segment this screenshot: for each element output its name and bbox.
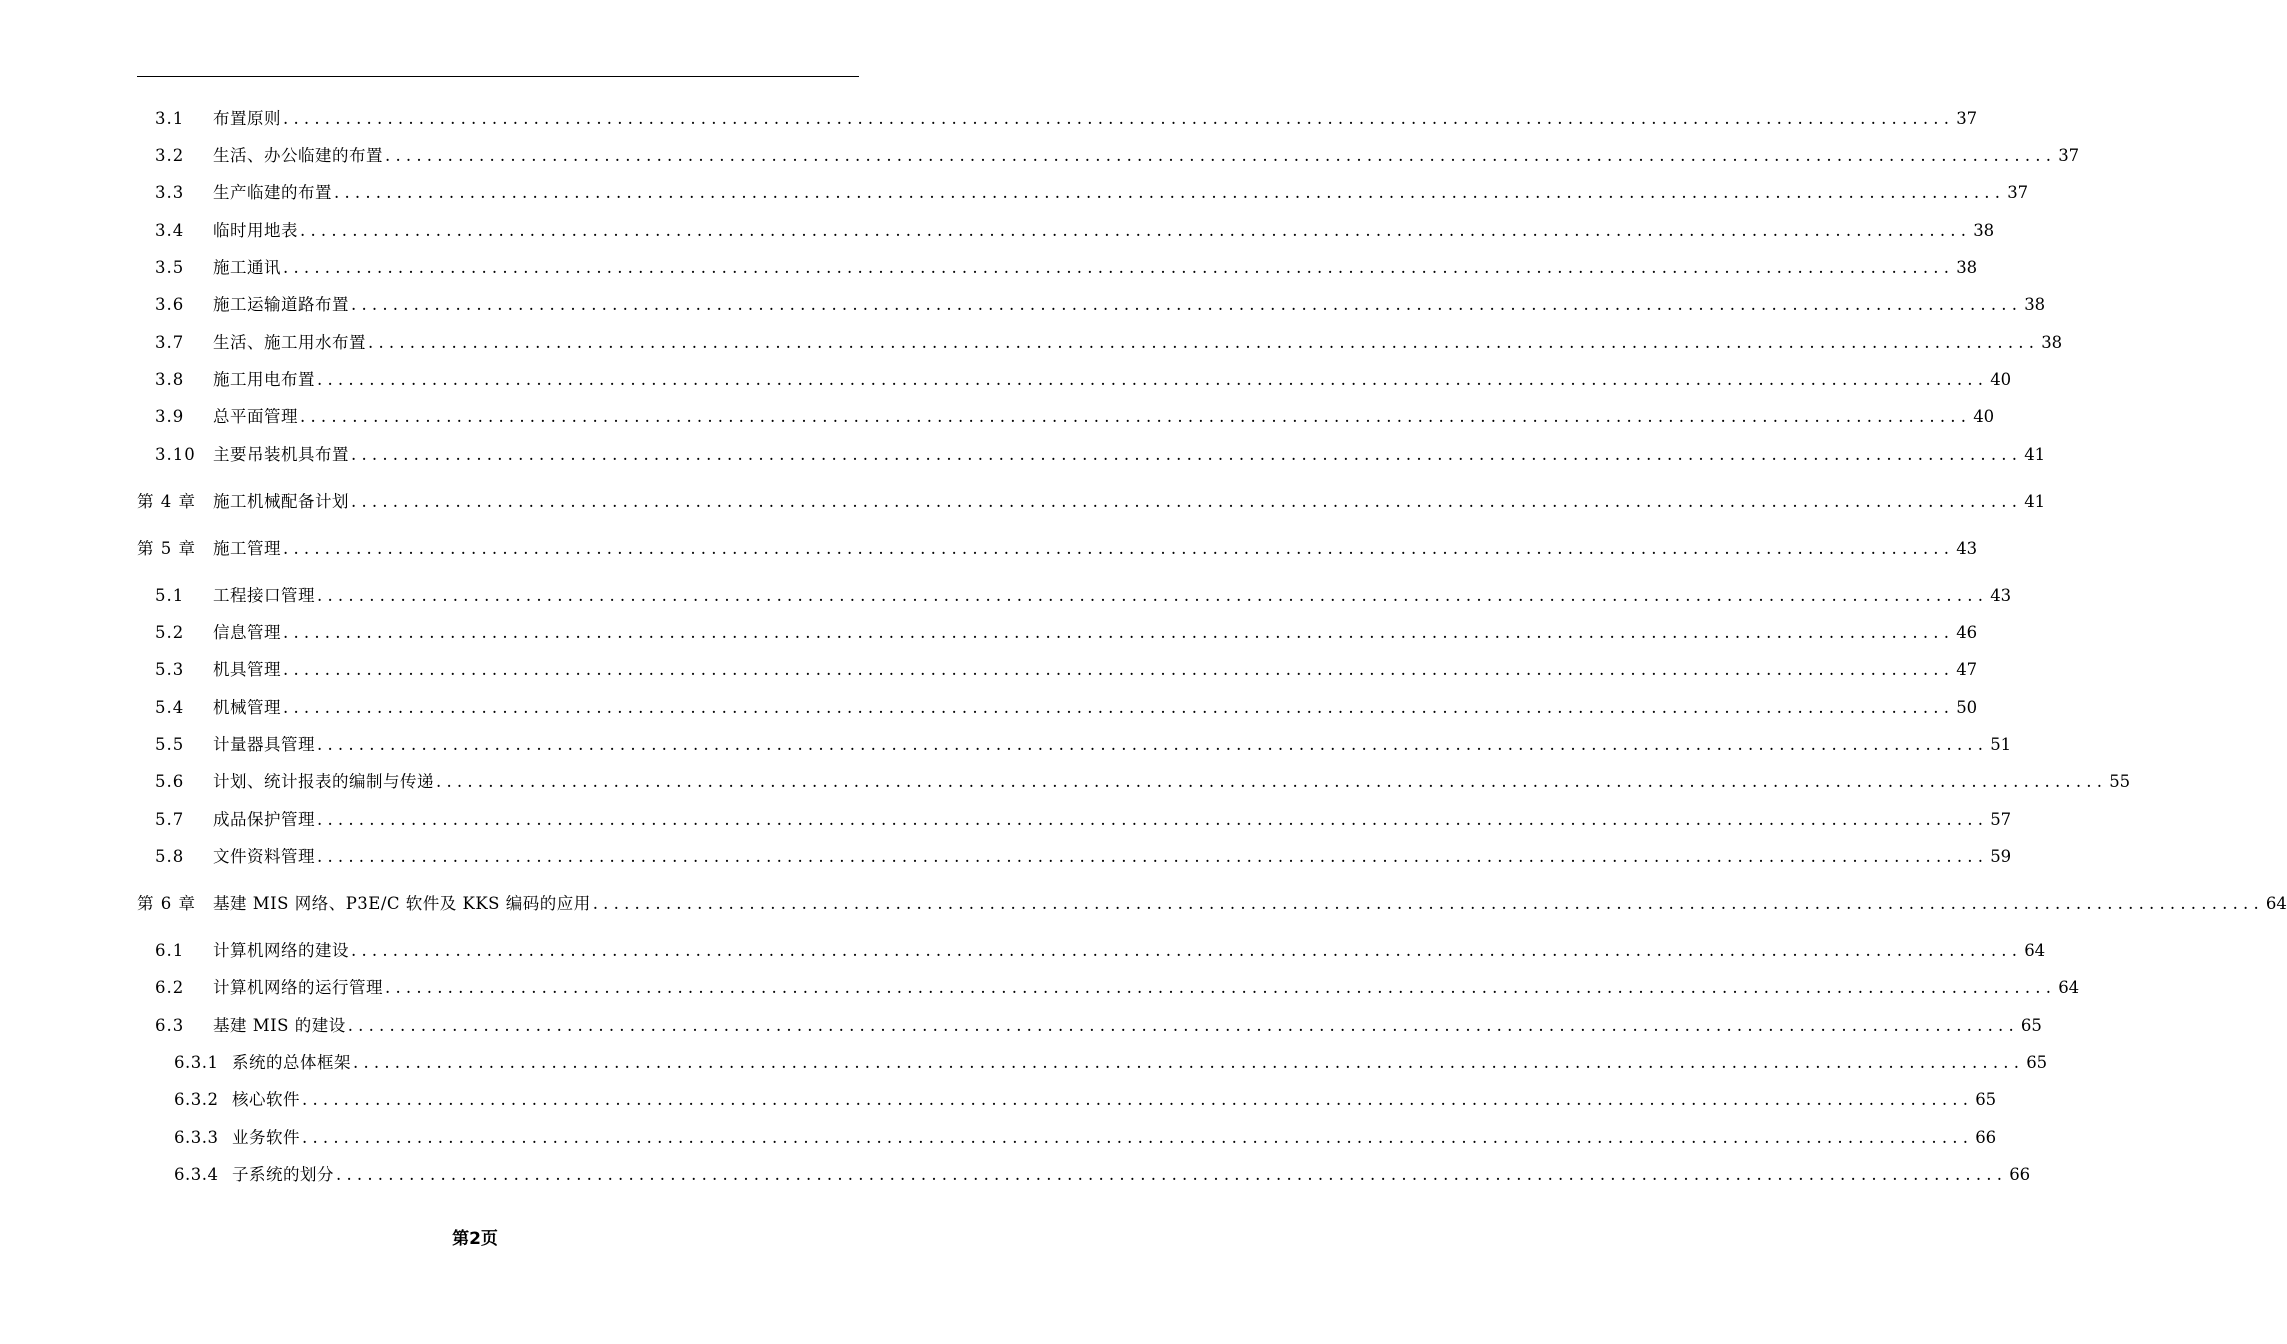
toc-entry[interactable] — [155, 696, 1978, 720]
toc-entry-page: 57 — [1990, 810, 2012, 829]
toc-entry-page: 55 — [2109, 772, 2131, 791]
toc-entry[interactable] — [137, 537, 1978, 561]
toc-entry-number: 5.8 — [155, 847, 185, 866]
toc-entry-title: 信息管理 — [213, 623, 281, 642]
dot-leader: ................................................................................................................................................................ — [283, 698, 1955, 717]
toc-entry-title: 基建 MIS 网络、P3E/C 软件及 KKS 编码的应用 — [213, 894, 591, 913]
toc-entry-number: 6.3 — [155, 1016, 185, 1035]
toc-entry-number: 5.4 — [155, 698, 185, 717]
dot-leader: ................................................................................................................................................................ — [283, 109, 1955, 128]
toc-entry[interactable] — [137, 490, 2046, 514]
toc-entry-number: 5.3 — [155, 660, 185, 679]
toc-entry-number: 3.6 — [155, 295, 185, 314]
toc-entry[interactable] — [155, 845, 2012, 869]
toc-entry-title: 机具管理 — [213, 660, 281, 679]
toc-entry[interactable] — [155, 621, 1978, 645]
toc-entry[interactable] — [174, 1163, 2031, 1187]
toc-entry-title: 总平面管理 — [213, 407, 298, 426]
toc-entry-title: 基建 MIS 的建设 — [213, 1016, 346, 1035]
dot-leader: ................................................................................................................................................................ — [283, 539, 1955, 558]
toc-entry-page: 65 — [2020, 1016, 2042, 1035]
toc-entry-page: 40 — [1973, 407, 1995, 426]
toc-entry[interactable] — [155, 733, 2012, 757]
toc-entry-title: 施工机械配备计划 — [213, 492, 349, 511]
toc-entry[interactable] — [155, 1014, 2042, 1038]
toc-entry-page: 43 — [1956, 539, 1978, 558]
toc-entry-number: 6.2 — [155, 978, 185, 997]
dot-leader: ................................................................................................................................................................ — [351, 492, 2023, 511]
dot-leader: ................................................................................................................................................................ — [317, 847, 1989, 866]
toc-entry-title: 施工管理 — [213, 539, 281, 558]
toc-entry-page: 64 — [2024, 941, 2046, 960]
toc-entry[interactable] — [155, 808, 2012, 832]
toc-entry-title: 业务软件 — [232, 1128, 300, 1147]
toc-entry[interactable] — [155, 658, 1978, 682]
dot-leader: ................................................................................................................................................................ — [302, 1128, 1974, 1147]
toc-entry[interactable] — [155, 976, 2080, 1000]
toc-entry-page: 38 — [2041, 333, 2063, 352]
toc-entry-title: 临时用地表 — [213, 221, 298, 240]
toc-entry-title: 成品保护管理 — [213, 810, 315, 829]
toc-entry-title: 计量器具管理 — [213, 735, 315, 754]
toc-entry-title: 系统的总体框架 — [232, 1053, 351, 1072]
dot-leader: ................................................................................................................................................................ — [336, 1165, 2008, 1184]
toc-entry-title: 计划、统计报表的编制与传递 — [213, 772, 434, 791]
toc-entry-title: 核心软件 — [232, 1090, 300, 1109]
toc-entry-page: 37 — [2007, 183, 2029, 202]
toc-entry-title: 布置原则 — [213, 109, 281, 128]
dot-leader: ................................................................................................................................................................ — [334, 183, 2006, 202]
toc-entry-page: 41 — [2024, 492, 2046, 511]
toc-entry-page: 41 — [2024, 445, 2046, 464]
toc-entry-title: 主要吊装机具布置 — [213, 445, 349, 464]
toc-entry[interactable] — [155, 181, 2029, 205]
toc-entry[interactable] — [174, 1088, 1997, 1112]
dot-leader: ................................................................................................................................................................ — [353, 1053, 2025, 1072]
toc-entry[interactable] — [155, 443, 2046, 467]
toc-entry-title: 生产临建的布置 — [213, 183, 332, 202]
toc-entry[interactable] — [155, 939, 2046, 963]
toc-entry-page: 47 — [1956, 660, 1978, 679]
toc-entry-title: 计算机网络的运行管理 — [213, 978, 383, 997]
toc-entry-number: 第 5 章 — [137, 539, 196, 558]
toc-entry-page: 50 — [1956, 698, 1978, 717]
toc-entry-number: 3.10 — [155, 445, 196, 464]
toc-entry-page: 38 — [1956, 258, 1978, 277]
dot-leader: ................................................................................................................................................................ — [300, 407, 1972, 426]
toc-entry-number: 第 6 章 — [137, 894, 196, 913]
toc-entry-title: 子系统的划分 — [232, 1165, 334, 1184]
dot-leader: ................................................................................................................................................................ — [347, 1016, 2019, 1035]
toc-entry-number: 3.8 — [155, 370, 185, 389]
toc-entry[interactable] — [155, 584, 2012, 608]
toc-entry-number: 5.2 — [155, 623, 185, 642]
toc-entry-page: 46 — [1956, 623, 1978, 642]
dot-leader: ................................................................................................................................................................ — [385, 146, 2057, 165]
toc-entry[interactable] — [174, 1051, 2048, 1075]
toc-entry-number: 5.5 — [155, 735, 185, 754]
toc-entry-number: 6.3.4 — [174, 1165, 219, 1184]
page-number: 第2页 — [452, 1229, 498, 1249]
toc-entry-number: 6.3.1 — [174, 1053, 219, 1072]
toc-entry-title: 施工用电布置 — [213, 370, 315, 389]
toc-entry-title: 机械管理 — [213, 698, 281, 717]
dot-leader: ................................................................................................................................................................ — [283, 660, 1955, 679]
toc-entry-title: 施工运输道路布置 — [213, 295, 349, 314]
toc-entry-number: 6.1 — [155, 941, 185, 960]
toc-entry-number: 3.5 — [155, 258, 185, 277]
toc-entry-number: 6.3.2 — [174, 1090, 219, 1109]
dot-leader: ................................................................................................................................................................ — [436, 772, 2108, 791]
toc-entry-number: 3.9 — [155, 407, 185, 426]
toc-entry-page: 66 — [2009, 1165, 2031, 1184]
dot-leader: ................................................................................................................................................................ — [302, 1090, 1974, 1109]
toc-entry-page: 37 — [2058, 146, 2080, 165]
toc-entry-page: 65 — [1975, 1090, 1997, 1109]
toc-entry-page: 64 — [2058, 978, 2080, 997]
toc-entry-number: 3.2 — [155, 146, 185, 165]
toc-entry-number: 3.7 — [155, 333, 185, 352]
toc-entry-page: 38 — [2024, 295, 2046, 314]
toc-entry-page: 40 — [1990, 370, 2012, 389]
toc-entry-page: 65 — [2026, 1053, 2048, 1072]
toc-entry-page: 66 — [1975, 1128, 1997, 1147]
dot-leader: ................................................................................................................................................................ — [317, 370, 1989, 389]
toc-entry-page: 64 — [2265, 894, 2287, 913]
toc-entry[interactable] — [174, 1126, 1997, 1150]
toc-entry-number: 3.1 — [155, 109, 185, 128]
toc-entry-page: 37 — [1956, 109, 1978, 128]
toc-entry[interactable] — [155, 256, 1978, 280]
toc-entry-title: 计算机网络的建设 — [213, 941, 349, 960]
toc-entry-page: 51 — [1990, 735, 2012, 754]
toc-entry[interactable] — [137, 892, 2287, 916]
toc-entry[interactable] — [155, 405, 1995, 429]
toc-entry-title: 生活、施工用水布置 — [213, 333, 366, 352]
dot-leader: ................................................................................................................................................................ — [351, 445, 2023, 464]
toc-entry[interactable] — [155, 144, 2080, 168]
dot-leader: ................................................................................................................................................................ — [300, 221, 1972, 240]
dot-leader: ................................................................................................................................................................ — [283, 258, 1955, 277]
toc-entry[interactable] — [155, 219, 1995, 243]
toc-entry-number: 5.1 — [155, 586, 185, 605]
toc-entry-page: 43 — [1990, 586, 2012, 605]
toc-entry-number: 5.6 — [155, 772, 185, 791]
toc-entry-number: 5.7 — [155, 810, 185, 829]
dot-leader: ................................................................................................................................................................ — [592, 894, 2264, 913]
toc-entry-number: 第 4 章 — [137, 492, 196, 511]
toc-entry-number: 3.4 — [155, 221, 185, 240]
toc-entry[interactable] — [155, 368, 2012, 392]
toc-entry[interactable] — [155, 770, 2131, 794]
dot-leader: ................................................................................................................................................................ — [351, 941, 2023, 960]
toc-entry-title: 工程接口管理 — [213, 586, 315, 605]
toc-entry-page: 59 — [1990, 847, 2012, 866]
dot-leader: ................................................................................................................................................................ — [351, 295, 2023, 314]
toc-entry-title: 生活、办公临建的布置 — [213, 146, 383, 165]
toc-entry-page: 38 — [1973, 221, 1995, 240]
dot-leader: ................................................................................................................................................................ — [385, 978, 2057, 997]
dot-leader: ................................................................................................................................................................ — [317, 735, 1989, 754]
dot-leader: ................................................................................................................................................................ — [317, 586, 1989, 605]
toc-entry[interactable] — [155, 331, 2063, 355]
toc-entry-title: 文件资料管理 — [213, 847, 315, 866]
toc-entry-number: 3.3 — [155, 183, 185, 202]
dot-leader: ................................................................................................................................................................ — [317, 810, 1989, 829]
toc-entry[interactable] — [155, 107, 1978, 131]
toc-entry-number: 6.3.3 — [174, 1128, 219, 1147]
dot-leader: ................................................................................................................................................................ — [368, 333, 2040, 352]
dot-leader: ................................................................................................................................................................ — [283, 623, 1955, 642]
toc-entry[interactable] — [155, 293, 2046, 317]
toc-entry-title: 施工通讯 — [213, 258, 281, 277]
